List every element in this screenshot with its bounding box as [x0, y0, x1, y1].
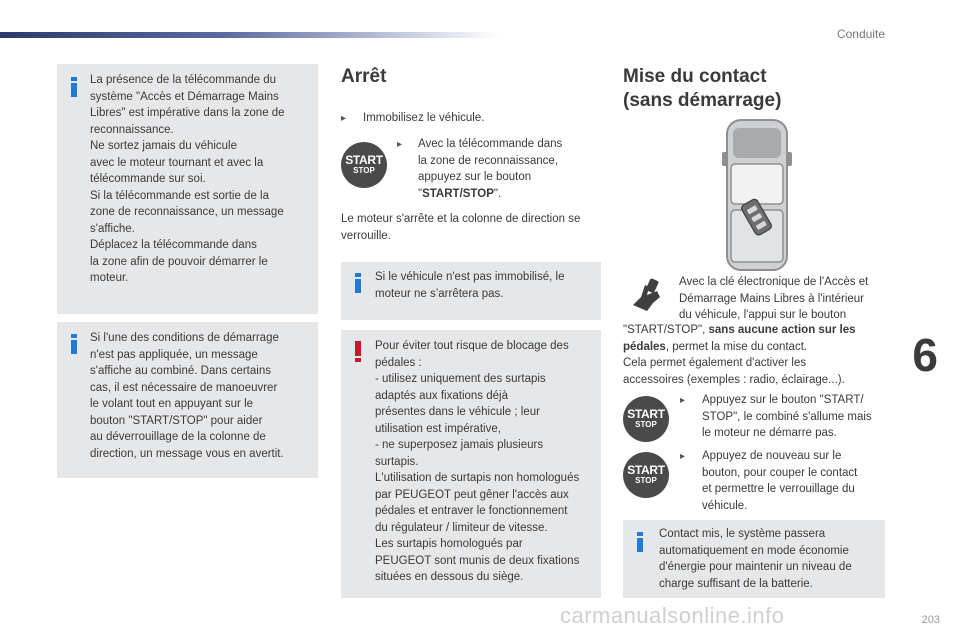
- start-stop-button-icon: START STOP: [623, 396, 669, 442]
- info-text: Contact mis, le système passera automatiquement en mode économie d'énergie pour maintenir un niveau de charge suffisant de la batterie.: [659, 528, 852, 590]
- ignition-step-2: Appuyez de nouveau sur le bouton, pour couper le contact et permettre le verrouillage du véhicule.: [702, 450, 858, 512]
- warning-text: Pour éviter tout risque de blocage des pédales : - utilisez uniquement des surtapis adaptés aux fixations déjà présentes dans le véhicule ; leur utilisation est impérative, - ne superposez jamais plusieurs surtapis. L'utilisation de surtapis non homologués par PEUGEOT peut gêner l'accès aux pédales et entraver le fonctionnement du régulateur / limiteur de vitesse. Les surtapis homologués par PEUGEOT sont munis de deux fixations situées en dessous du siège.: [375, 340, 580, 583]
- page-number: 203: [921, 614, 940, 626]
- start-stop-button-icon: START STOP: [341, 142, 387, 188]
- car-top-view-icon: [722, 118, 792, 272]
- info-box-not-immobilized: [341, 262, 601, 320]
- section-title: Conduite: [836, 27, 885, 41]
- step-flag-icon: ▸: [680, 451, 686, 462]
- info-text: Si l'une des conditions de démarrage n'est pas appliquée, un message s'affiche au combiné. Dans certains cas, il est nécessaire de manoeuvrer le volant tout en appuyant sur le bouton "START/STOP" pour aider au déverrouillage de la colonne de direction, un message vous en avertit.: [90, 332, 284, 460]
- warning-icon: [355, 341, 362, 362]
- info-icon: [637, 532, 643, 552]
- info-icon: [71, 77, 77, 97]
- info-box-start-conditions: [57, 322, 318, 478]
- info-text: La présence de la télécommande du système "Accès et Démarrage Mains Libres" est impérative dans la zone de reconnaissance. Ne sortez jamais du véhicule avec le moteur tournant et avec la télécommande sur soi. Si la télécommande est sortie de la zone de reconnaissance, un message s'affiche. Déplacez la télécommande dans la zone afin de pouvoir démarrer le moteur.: [90, 74, 285, 284]
- section-heading-ignition: Mise du contact (sans démarrage): [623, 66, 782, 111]
- hand-key-icon: [627, 275, 667, 315]
- info-text: Si le véhicule n'est pas immobilisé, le moteur ne s’arrêtera pas.: [375, 271, 565, 300]
- stop-step-2: Avec la télécommande dans la zone de reconnaissance, appuyez sur le bouton "START/STOP".: [418, 138, 563, 200]
- start-stop-button-icon: START STOP: [623, 452, 669, 498]
- warning-box-floor-mats: [341, 330, 601, 598]
- ignition-step-1: Appuyez sur le bouton "START/ STOP", le combiné s'allume mais le moteur ne démarre pas.: [702, 394, 872, 439]
- stop-paragraph: Le moteur s'arrête et la colonne de direction se verrouille.: [341, 213, 581, 242]
- info-box-energy-saving: [623, 520, 885, 598]
- ignition-intro: "START/STOP", sans aucune action sur les pédales, permet la mise du contact. Cela permet également d'activer les accessoires (exemples : radio, éclairage...).: [623, 324, 856, 386]
- info-box-remote-presence: [57, 64, 318, 314]
- chapter-number: 6: [912, 329, 938, 381]
- info-icon: [71, 334, 77, 354]
- section-heading-stop: Arrêt: [341, 66, 387, 87]
- header-bar: [0, 32, 500, 38]
- watermark: carmanualsonline.info: [560, 603, 785, 628]
- stop-step-1: Immobilisez le véhicule.: [363, 112, 485, 124]
- ignition-intro-a: Avec la clé électronique de l'Accès et Démarrage Mains Libres à l'intérieur du véhicule, l'appui sur le bouton: [679, 276, 869, 321]
- step-flag-icon: ▸: [397, 139, 403, 150]
- info-icon: [355, 273, 361, 293]
- step-flag-icon: ▸: [680, 395, 686, 406]
- step-flag-icon: ▸: [341, 113, 347, 124]
